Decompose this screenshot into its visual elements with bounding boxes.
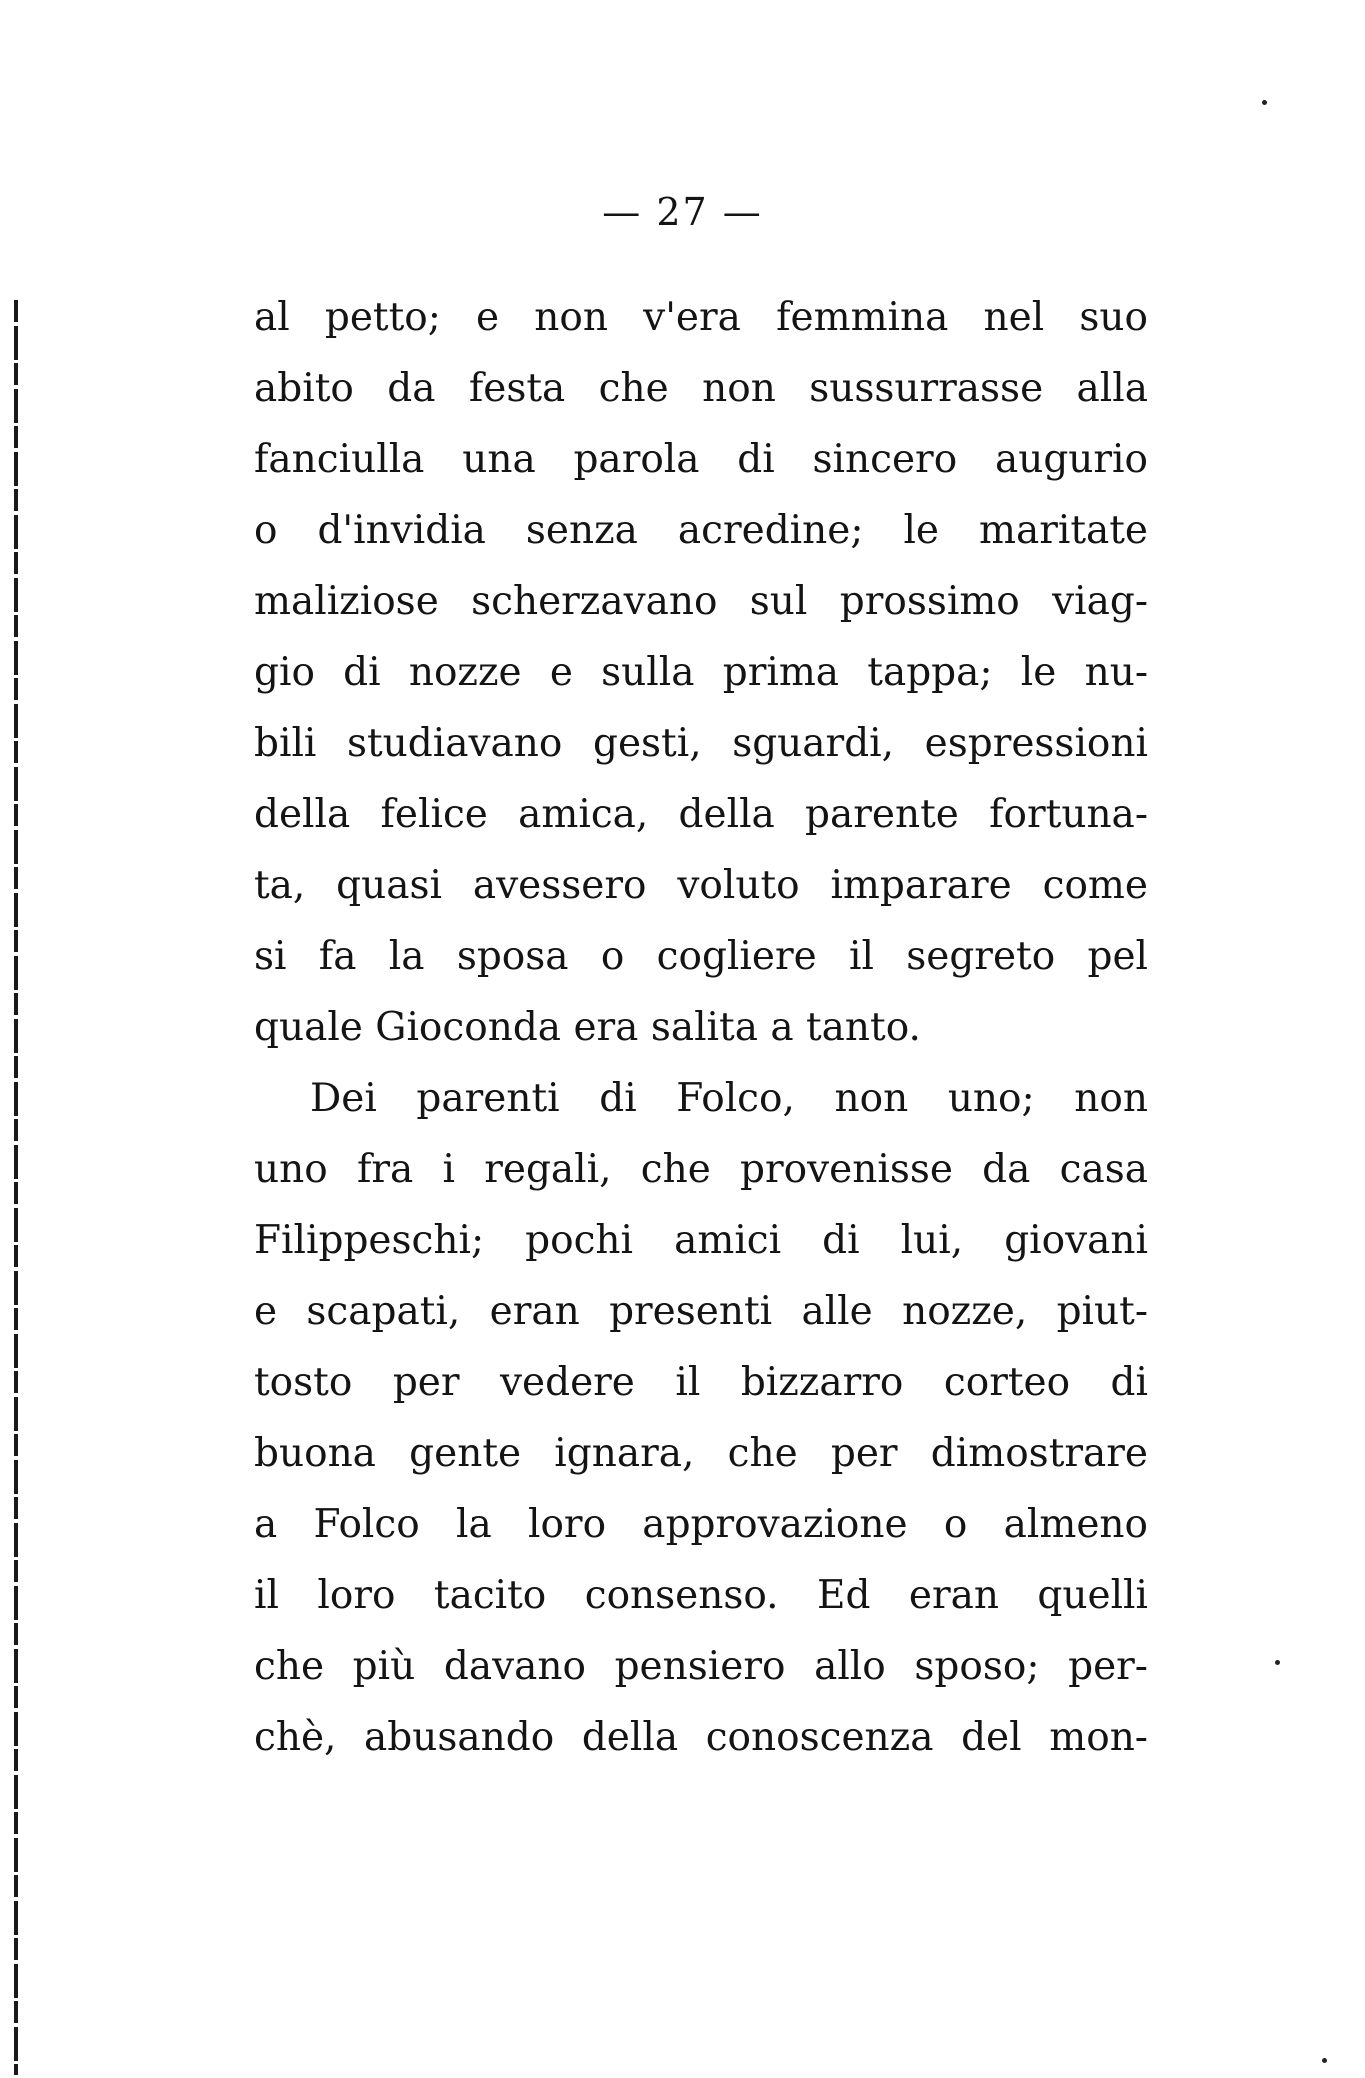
scan-binding-edge (14, 300, 18, 2075)
text-line: abito da festa che non sussurrasse alla (254, 366, 1148, 411)
text-line: al petto; e non v'era femmina nel suo (254, 295, 1148, 340)
scan-speck (1262, 100, 1267, 105)
body-text (254, 282, 1148, 1773)
text-line: che più davano pensiero allo sposo; per- (254, 1644, 1148, 1689)
text-line: a Folco la loro approvazione o almeno (254, 1502, 1148, 1547)
text-line: chè, abusando della conoscenza del mon- (254, 1715, 1148, 1760)
text-line: gio di nozze e sulla prima tappa; le nu- (254, 650, 1148, 695)
text-line: quale Gioconda era salita a tanto. (254, 1005, 921, 1050)
text-line: della felice amica, della parente fortuna- (254, 792, 1148, 837)
text-line: o d'invidia senza acredine; le maritate (254, 508, 1148, 553)
text-line: tosto per vedere il bizzarro corteo di (254, 1360, 1148, 1405)
text-line: il loro tacito consenso. Ed eran quelli (254, 1573, 1148, 1618)
text-line: e scapati, eran presenti alle nozze, piut- (254, 1289, 1148, 1334)
text-line: maliziose scherzavano sul prossimo viag- (254, 579, 1148, 624)
page-number: — 27 — (602, 190, 763, 234)
text-line: ta, quasi avessero voluto imparare come (254, 863, 1148, 908)
text-line: Dei parenti di Folco, non uno; non (310, 1076, 1148, 1121)
scan-speck (1275, 1660, 1280, 1665)
text-line: Filippeschi; pochi amici di lui, giovani (254, 1218, 1148, 1263)
text-line: bili studiavano gesti, sguardi, espressioni (254, 721, 1148, 766)
text-line: si fa la sposa o cogliere il segreto pel (254, 934, 1148, 979)
text-line: uno fra i regali, che provenisse da casa (254, 1147, 1148, 1192)
text-line: fanciulla una parola di sincero augurio (254, 437, 1148, 482)
scan-speck (1322, 2058, 1327, 2063)
text-line: buona gente ignara, che per dimostrare (254, 1431, 1148, 1476)
